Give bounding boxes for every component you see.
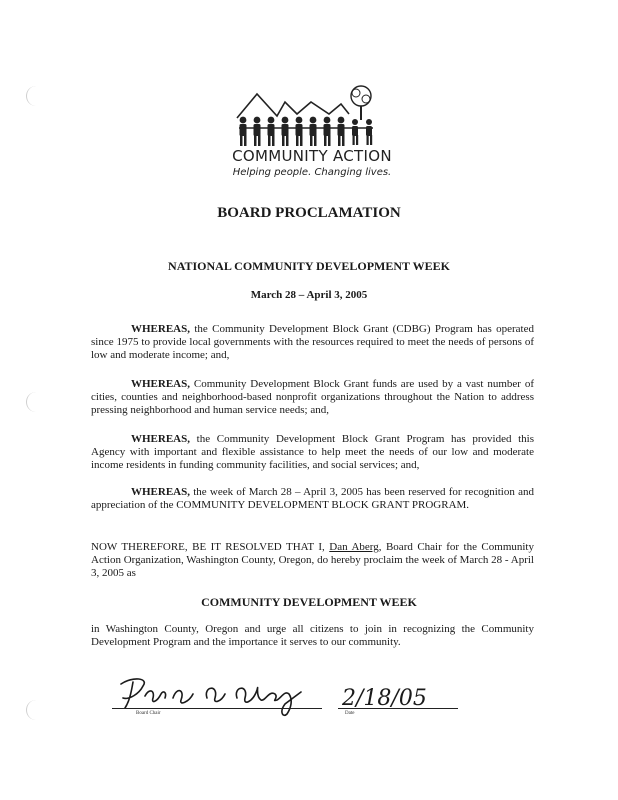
punch-hole-top bbox=[26, 86, 41, 106]
document-title: BOARD PROCLAMATION bbox=[217, 205, 401, 221]
community-action-logo-icon bbox=[225, 80, 395, 180]
handwritten-date-text: 2/18/05 bbox=[342, 686, 427, 711]
proclaimed-week-heading: COMMUNITY DEVELOPMENT WEEK bbox=[201, 595, 417, 609]
date-caption: Date bbox=[345, 711, 355, 716]
resolution-before: NOW THEREFORE, BE IT RESOLVED THAT I, bbox=[91, 541, 330, 553]
board-chair-caption: Board Chair bbox=[136, 711, 161, 716]
whereas-paragraph-1 bbox=[91, 323, 534, 362]
date-signature-line bbox=[338, 708, 458, 709]
closing-paragraph bbox=[91, 623, 534, 649]
closing-text: in Washington County, Oregon and urge all citizens to join in recognizing the Community Development Program and the importance it serves to our community. bbox=[91, 623, 534, 648]
whereas-lead: WHEREAS, bbox=[131, 378, 190, 390]
resolution-paragraph bbox=[91, 541, 534, 580]
punch-hole-bottom bbox=[26, 700, 41, 720]
whereas-paragraph-2 bbox=[91, 378, 534, 417]
whereas-lead: WHEREAS, bbox=[131, 486, 190, 498]
whereas-text: the Community Development Block Grant (CDBG) Program has operated since 1975 to provide local governments with the resources required to meet the needs of persons of low and moderate income; and, bbox=[91, 323, 534, 361]
board-chair-signature-line bbox=[112, 708, 322, 709]
board-chair-name: Dan Aberg bbox=[329, 541, 379, 553]
logo-tagline: Helping people. Changing lives. bbox=[232, 167, 392, 178]
whereas-lead: WHEREAS, bbox=[131, 323, 190, 335]
document-subtitle: NATIONAL COMMUNITY DEVELOPMENT WEEK bbox=[168, 259, 450, 273]
whereas-text: the Community Development Block Grant Program has provided this Agency with important and flexible assistance to help meet the needs of our low and moderate income residents in funding community facilities, and social services; and, bbox=[91, 433, 534, 471]
whereas-paragraph-3 bbox=[91, 433, 534, 472]
whereas-text: the week of March 28 – April 3, 2005 has been reserved for recognition and appreciation of the COMMUNITY DEVELOPMENT BLOCK GRANT PROGRAM. bbox=[91, 486, 534, 511]
whereas-paragraph-4 bbox=[91, 486, 534, 512]
whereas-lead: WHEREAS, bbox=[131, 433, 190, 445]
whereas-text: Community Development Block Grant funds are used by a vast number of cities, counties and neighborhood-based nonprofit organizations throughout the Nation to address pressing neighborhood and human service needs; and, bbox=[91, 378, 534, 416]
punch-hole-middle bbox=[26, 392, 41, 412]
logo-org-name: COMMUNITY ACTION bbox=[232, 147, 392, 165]
resolution-after: , Board Chair for the Community Action Organization, Washington County, Oregon, do hereby proclaim the week of March 28 - April 3, 2005 as bbox=[91, 541, 534, 579]
proclamation-dates: March 28 – April 3, 2005 bbox=[250, 289, 368, 301]
